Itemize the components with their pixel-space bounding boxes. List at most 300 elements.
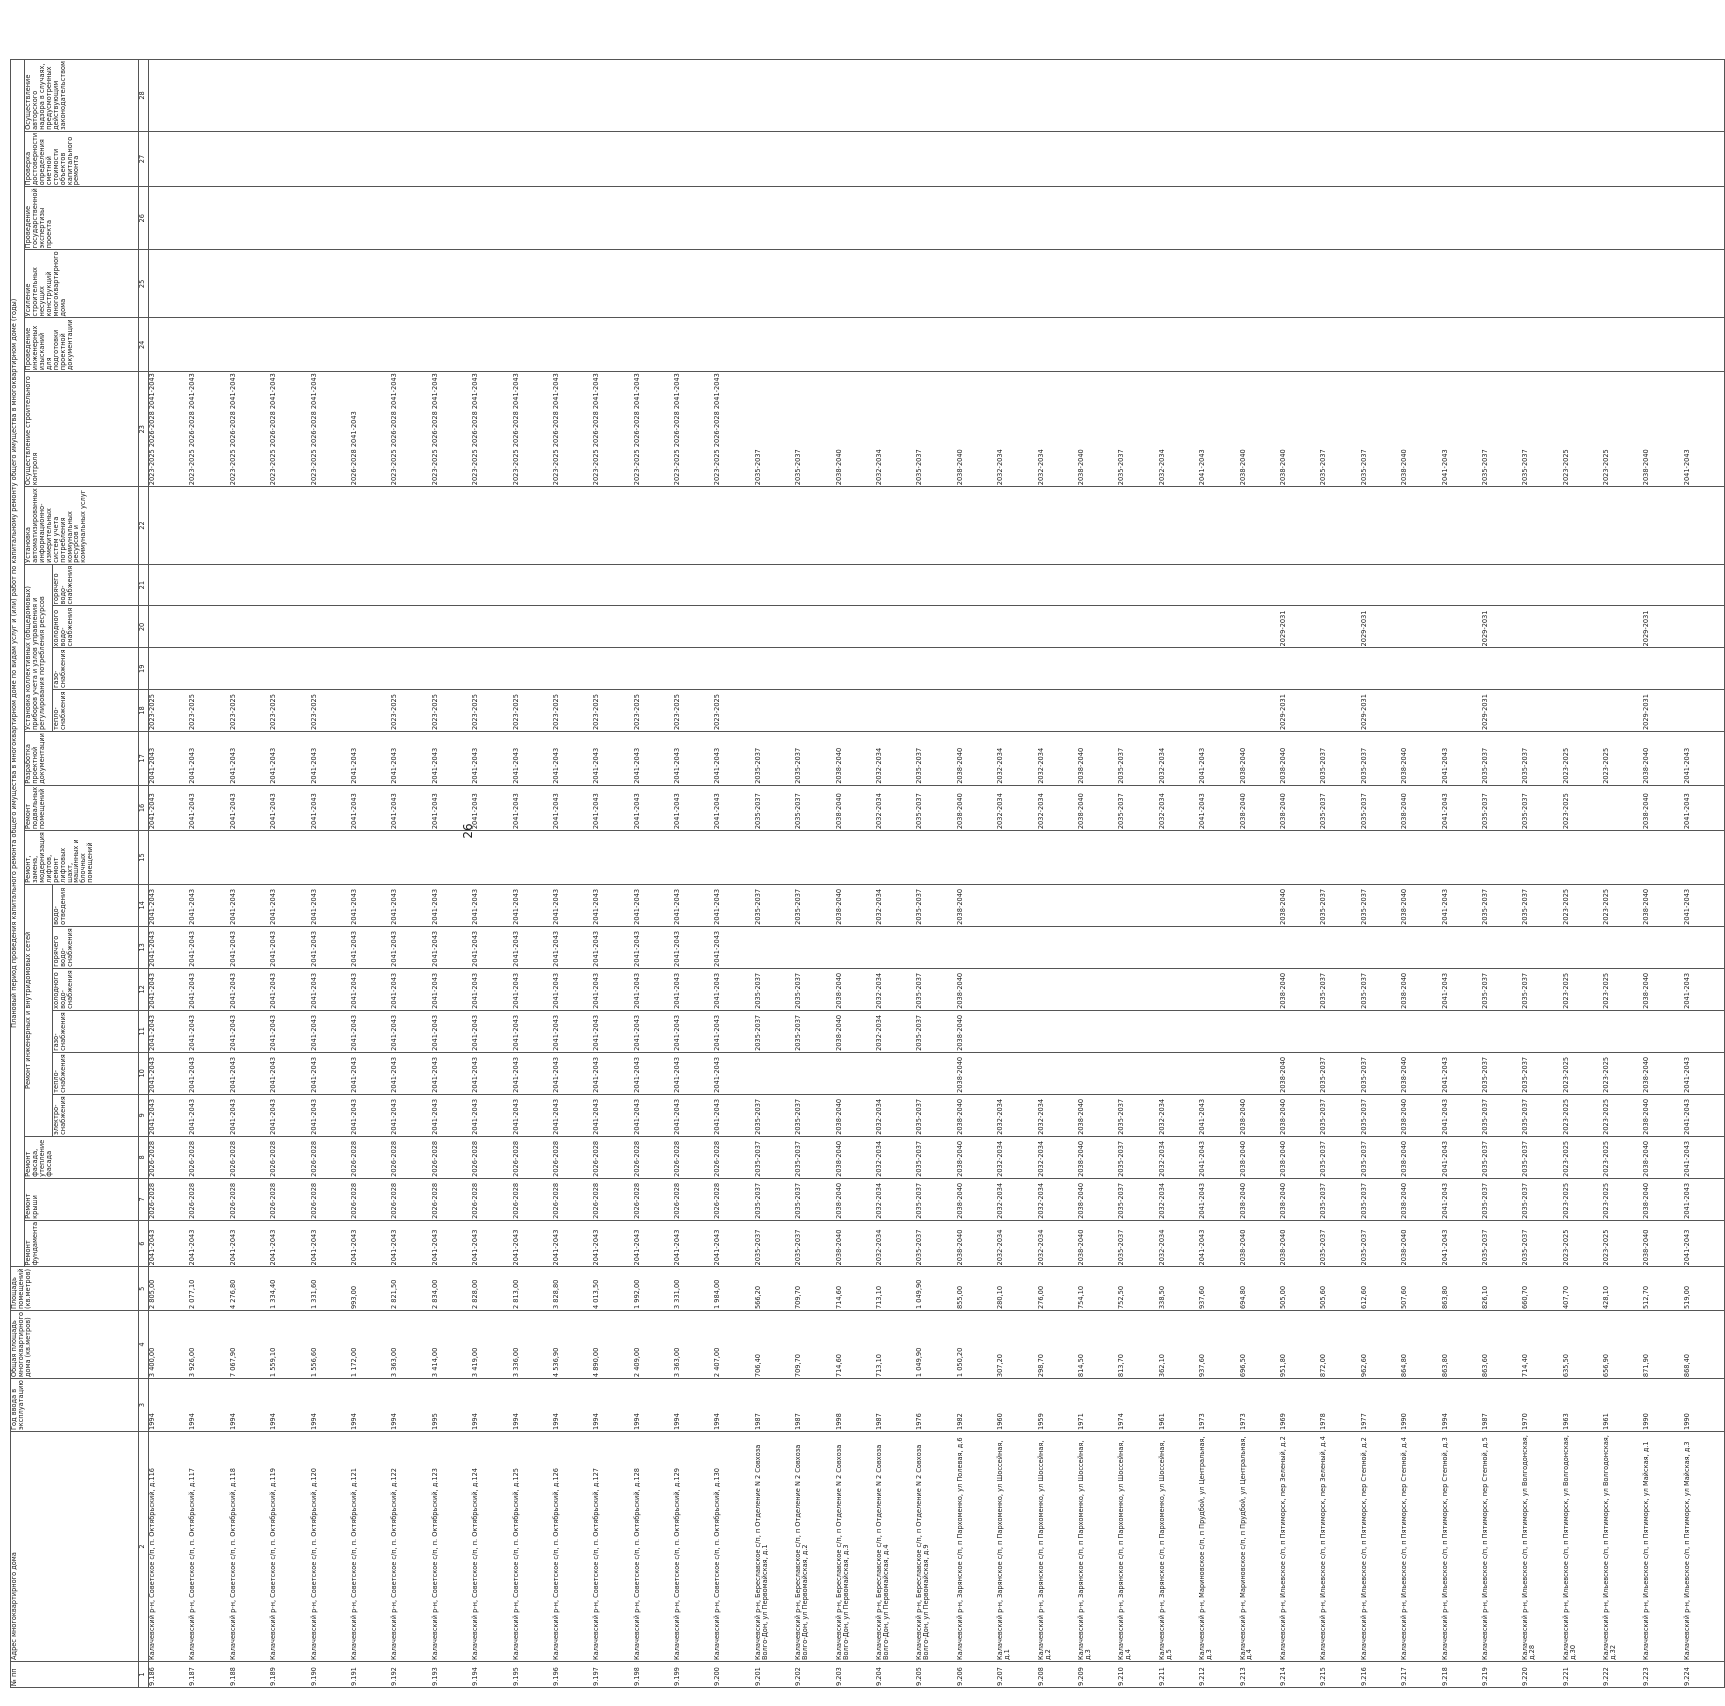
cell-c9: 2038-2040: [1643, 1094, 1683, 1136]
cell-c21: [432, 564, 472, 606]
cell-c15: [1361, 831, 1401, 885]
cell-c11: 2041-2043: [189, 1010, 229, 1052]
cell-area: 407,70: [1563, 1267, 1603, 1311]
cell-c11: 2041-2043: [674, 1010, 714, 1052]
cell-c23: 2035-2037: [1118, 372, 1158, 487]
cell-c19: [1684, 648, 1725, 690]
cell-c7: 2035-2037: [1522, 1178, 1562, 1220]
cell-c25: [1684, 250, 1725, 318]
cell-c14: 2038-2040: [1280, 884, 1320, 926]
cell-c10: [997, 1052, 1037, 1094]
cell-year: 1994: [634, 1379, 674, 1432]
cell-c21: [1199, 564, 1239, 606]
column-number: 23: [139, 372, 149, 487]
cell-c10: 2041-2043: [513, 1052, 553, 1094]
cell-total: 4 890,00: [593, 1311, 633, 1379]
header-foundation: Ремонт фундамента: [25, 1220, 139, 1267]
cell-c16: 2035-2037: [1320, 785, 1360, 830]
cell-c10: 2041-2043: [270, 1052, 310, 1094]
cell-n: 9.189: [270, 1662, 310, 1688]
table-row: [270, 60, 310, 1688]
cell-addr: Калачевский р-н, Ильевское с/п, п Пятиморск, пер Степной, д.3: [1442, 1432, 1482, 1662]
cell-total: 871,90: [1643, 1311, 1683, 1379]
cell-c19: [916, 648, 956, 690]
cell-c14: 2041-2043: [270, 884, 310, 926]
cell-c9: 2035-2037: [795, 1094, 835, 1136]
table-row: [1240, 60, 1280, 1688]
cell-c20: [351, 606, 391, 648]
cell-n: 9.217: [1401, 1662, 1441, 1688]
cell-c25: [1442, 250, 1482, 318]
cell-area: 863,80: [1442, 1267, 1482, 1311]
cell-c23: 2038-2040: [1401, 372, 1441, 487]
cell-c20: [1401, 606, 1441, 648]
cell-c8: 2038-2040: [1643, 1136, 1683, 1178]
cell-year: 1994: [189, 1379, 229, 1432]
cell-c27: [1361, 131, 1401, 186]
cell-c28: [634, 60, 674, 132]
header-heat: тепло-снабжения: [53, 1052, 139, 1094]
cell-addr: Калачевский р-н, Ильевское с/п, п Пятиморск, ул Волгодонская, д.28: [1522, 1432, 1562, 1662]
cell-c21: [1643, 564, 1683, 606]
cell-c25: [714, 250, 754, 318]
cell-c13: [1320, 926, 1360, 968]
cell-c25: [311, 250, 351, 318]
cell-c7: 2032-2034: [876, 1178, 916, 1220]
repair-schedule-table: [10, 59, 1725, 1688]
cell-c16: 2041-2043: [472, 785, 512, 830]
cell-c18: 2023-2025: [270, 690, 310, 732]
cell-c21: [1159, 564, 1199, 606]
cell-c6: 2041-2043: [1442, 1220, 1482, 1267]
cell-area: 752,50: [1118, 1267, 1158, 1311]
table-row: [1684, 60, 1725, 1688]
cell-c28: [270, 60, 310, 132]
cell-c6: 2038-2040: [1280, 1220, 1320, 1267]
cell-c16: 2041-2043: [553, 785, 593, 830]
cell-c27: [997, 131, 1037, 186]
cell-c12: 2041-2043: [593, 968, 633, 1010]
cell-c16: 2041-2043: [1199, 785, 1239, 830]
cell-c8: 2038-2040: [957, 1136, 997, 1178]
cell-year: 1994: [230, 1379, 270, 1432]
cell-area: 3 331,00: [674, 1267, 714, 1311]
cell-year: 1961: [1603, 1379, 1643, 1432]
cell-c13: 2041-2043: [634, 926, 674, 968]
cell-c9: 2038-2040: [836, 1094, 876, 1136]
cell-year: 1994: [311, 1379, 351, 1432]
cell-c18: 2023-2025: [311, 690, 351, 732]
cell-c15: [391, 831, 431, 885]
cell-c12: 2035-2037: [1522, 968, 1562, 1010]
cell-total: 709,70: [795, 1311, 835, 1379]
column-number: 14: [139, 884, 149, 926]
cell-c13: [1401, 926, 1441, 968]
cell-c17: 2035-2037: [916, 732, 956, 786]
cell-c18: 2023-2025: [593, 690, 633, 732]
cell-c20: [634, 606, 674, 648]
cell-c11: [1118, 1010, 1158, 1052]
cell-c16: 2023-2025: [1563, 785, 1603, 830]
cell-total: 872,00: [1320, 1311, 1360, 1379]
cell-c16: 2032-2034: [997, 785, 1037, 830]
cell-c6: 2041-2043: [189, 1220, 229, 1267]
table-row: [230, 60, 270, 1688]
header-meter-hot: горячего водо-снабжения: [53, 564, 139, 606]
cell-c24: [391, 318, 431, 372]
cell-c6: 2041-2043: [1199, 1220, 1239, 1267]
cell-c9: 2035-2037: [1482, 1094, 1522, 1136]
cell-c25: [1361, 250, 1401, 318]
cell-c11: 2041-2043: [351, 1010, 391, 1052]
table-row: [997, 60, 1037, 1688]
cell-n: 9.191: [351, 1662, 391, 1688]
cell-n: 9.202: [795, 1662, 835, 1688]
cell-c20: [553, 606, 593, 648]
cell-c7: 2035-2037: [795, 1178, 835, 1220]
cell-c19: [957, 648, 997, 690]
cell-c8: 2032-2034: [1159, 1136, 1199, 1178]
column-number: 6: [139, 1220, 149, 1267]
cell-c21: [351, 564, 391, 606]
cell-c7: 2038-2040: [1078, 1178, 1118, 1220]
cell-c12: 2041-2043: [230, 968, 270, 1010]
cell-c10: 2041-2043: [593, 1052, 633, 1094]
cell-c24: [1361, 318, 1401, 372]
cell-c22: [1684, 487, 1725, 565]
cell-total: 868,40: [1684, 1311, 1725, 1379]
cell-c18: [755, 690, 795, 732]
cell-c8: 2026-2028: [714, 1136, 754, 1178]
cell-c27: [1320, 131, 1360, 186]
cell-area: 505,00: [1280, 1267, 1320, 1311]
cell-n: 9.200: [714, 1662, 754, 1688]
cell-c13: [876, 926, 916, 968]
column-number: 27: [139, 131, 149, 186]
cell-c14: 2041-2043: [189, 884, 229, 926]
cell-c9: 2041-2043: [553, 1094, 593, 1136]
cell-c28: [1522, 60, 1562, 132]
cell-c28: [1401, 60, 1441, 132]
cell-c24: [593, 318, 633, 372]
cell-c20: [795, 606, 835, 648]
cell-c20: [1118, 606, 1158, 648]
cell-c7: 2026-2028: [472, 1178, 512, 1220]
cell-c9: 2035-2037: [916, 1094, 956, 1136]
cell-c6: 2023-2025: [1563, 1220, 1603, 1267]
cell-c10: 2041-2043: [674, 1052, 714, 1094]
cell-area: 2 805,00: [149, 1267, 190, 1311]
cell-c24: [230, 318, 270, 372]
cell-c14: 2035-2037: [1361, 884, 1401, 926]
cell-c19: [1038, 648, 1078, 690]
cell-c19: [795, 648, 835, 690]
cell-c23: 2023-2025 2026-2028 2041-2043: [149, 372, 190, 487]
cell-c11: 2041-2043: [714, 1010, 754, 1052]
cell-c24: [755, 318, 795, 372]
cell-total: 2 407,00: [714, 1311, 754, 1379]
cell-n: 9.187: [189, 1662, 229, 1688]
cell-c12: 2041-2043: [270, 968, 310, 1010]
cell-year: 1977: [1361, 1379, 1401, 1432]
cell-c10: 2038-2040: [1280, 1052, 1320, 1094]
cell-c6: 2041-2043: [311, 1220, 351, 1267]
cell-c26: [432, 187, 472, 250]
cell-addr: Калачевский р-н, Советское с/п, п. Октябрьский, д.130: [714, 1432, 754, 1662]
cell-c15: [714, 831, 754, 885]
cell-c19: [1361, 648, 1401, 690]
header-meter-cold: холодного водо-снабжения: [53, 606, 139, 648]
cell-area: 519,00: [1684, 1267, 1725, 1311]
cell-year: 1994: [1442, 1379, 1482, 1432]
cell-c17: 2041-2043: [1199, 732, 1239, 786]
cell-c18: [876, 690, 916, 732]
cell-c11: [1280, 1010, 1320, 1052]
cell-c22: [1603, 487, 1643, 565]
cell-c22: [1482, 487, 1522, 565]
cell-c22: [593, 487, 633, 565]
cell-total: 3 926,00: [189, 1311, 229, 1379]
cell-total: 3 363,00: [674, 1311, 714, 1379]
header-hot-water: горячего водо-снабжения: [53, 926, 139, 968]
cell-c28: [795, 60, 835, 132]
cell-year: 1961: [1159, 1379, 1199, 1432]
cell-c16: 2041-2043: [714, 785, 754, 830]
cell-c24: [1280, 318, 1320, 372]
cell-c12: 2041-2043: [1684, 968, 1725, 1010]
cell-addr: Калачевский р-н, Советское с/п, п. Октябрьский, д.128: [634, 1432, 674, 1662]
cell-c18: 2029-2031: [1643, 690, 1683, 732]
cell-c22: [1320, 487, 1360, 565]
cell-year: 1970: [1522, 1379, 1562, 1432]
cell-addr: Калачевский р-н, Советское с/п, п. Октябрьский, д.124: [472, 1432, 512, 1662]
cell-c26: [1118, 187, 1158, 250]
cell-c8: 2041-2043: [1199, 1136, 1239, 1178]
table-row: [755, 60, 795, 1688]
cell-year: 1987: [755, 1379, 795, 1432]
cell-c12: 2038-2040: [1401, 968, 1441, 1010]
cell-c11: [997, 1010, 1037, 1052]
cell-addr: Калачевский р-н, Зарянское с/п, п Пархоменко, ул Полевая, д.6: [957, 1432, 997, 1662]
cell-c15: [1643, 831, 1683, 885]
cell-c16: 2035-2037: [1361, 785, 1401, 830]
cell-c9: 2041-2043: [311, 1094, 351, 1136]
cell-c6: 2032-2034: [1159, 1220, 1199, 1267]
cell-c12: 2041-2043: [149, 968, 190, 1010]
cell-c24: [189, 318, 229, 372]
cell-c8: 2026-2028: [472, 1136, 512, 1178]
cell-total: 713,10: [876, 1311, 916, 1379]
cell-c7: 2023-2025: [1603, 1178, 1643, 1220]
cell-total: 1 049,90: [916, 1311, 956, 1379]
cell-c26: [1643, 187, 1683, 250]
cell-c26: [1684, 187, 1725, 250]
cell-c22: [876, 487, 916, 565]
cell-n: 9.193: [432, 1662, 472, 1688]
cell-c8: 2035-2037: [795, 1136, 835, 1178]
cell-c14: 2038-2040: [1401, 884, 1441, 926]
cell-c21: [957, 564, 997, 606]
cell-c16: 2041-2043: [391, 785, 431, 830]
cell-c20: [1320, 606, 1360, 648]
cell-c20: [270, 606, 310, 648]
cell-c6: 2035-2037: [1482, 1220, 1522, 1267]
cell-addr: Калачевский р-н, Ильевское с/п, п Пятиморск, пер Зеленый, д.2: [1280, 1432, 1320, 1662]
cell-c19: [1159, 648, 1199, 690]
column-number: 24: [139, 318, 149, 372]
cell-c24: [1522, 318, 1562, 372]
cell-c18: [1401, 690, 1441, 732]
cell-area: 826,10: [1482, 1267, 1522, 1311]
cell-c15: [1159, 831, 1199, 885]
cell-total: 635,50: [1563, 1311, 1603, 1379]
cell-c7: 2038-2040: [1401, 1178, 1441, 1220]
cell-addr: Калачевский р-н, Ильевское с/п, п Пятиморск, пер Степной, д.5: [1482, 1432, 1522, 1662]
cell-c9: 2032-2034: [876, 1094, 916, 1136]
cell-c11: 2038-2040: [836, 1010, 876, 1052]
cell-c23: 2023-2025 2026-2028 2041-2043: [311, 372, 351, 487]
cell-c27: [1522, 131, 1562, 186]
cell-c27: [1078, 131, 1118, 186]
cell-c8: 2026-2028: [189, 1136, 229, 1178]
table-row: [1603, 60, 1643, 1688]
cell-c23: 2023-2025 2026-2028 2041-2043: [513, 372, 553, 487]
cell-c22: [1563, 487, 1603, 565]
cell-c16: [1603, 785, 1643, 830]
cell-area: 709,70: [795, 1267, 835, 1311]
header-premises-area: Площадь помещений (кв.метров): [11, 1267, 139, 1311]
cell-c15: [1118, 831, 1158, 885]
cell-addr: Калачевский р-н, Советское с/п, п. Октябрьский, д.119: [270, 1432, 310, 1662]
cell-c21: [795, 564, 835, 606]
cell-c13: [1118, 926, 1158, 968]
cell-c11: [1442, 1010, 1482, 1052]
cell-area: 1 331,60: [311, 1267, 351, 1311]
table-row: [674, 60, 714, 1688]
cell-c19: [1240, 648, 1280, 690]
cell-c6: 2035-2037: [1361, 1220, 1401, 1267]
cell-c11: 2041-2043: [391, 1010, 431, 1052]
cell-c20: [311, 606, 351, 648]
cell-c16: 2041-2043: [1684, 785, 1725, 830]
cell-c14: 2035-2037: [1320, 884, 1360, 926]
cell-c13: [1603, 926, 1643, 968]
cell-c6: 2038-2040: [957, 1220, 997, 1267]
cell-c13: 2041-2043: [149, 926, 190, 968]
cell-c16: 2041-2043: [593, 785, 633, 830]
cell-c23: 2032-2034: [876, 372, 916, 487]
cell-c17: 2041-2043: [230, 732, 270, 786]
cell-area: 1 049,90: [916, 1267, 956, 1311]
cell-c21: [553, 564, 593, 606]
cell-c25: [1159, 250, 1199, 318]
cell-c10: 2023-2025: [1603, 1052, 1643, 1094]
cell-n: 9.204: [876, 1662, 916, 1688]
cell-addr: Калачевский р-н, Советское с/п, п. Октябрьский, д.126: [553, 1432, 593, 1662]
cell-c24: [149, 318, 190, 372]
cell-c23: 2023-2025 2026-2028 2041-2043: [472, 372, 512, 487]
header-engineering-survey: Проведение инженерных изысканий для подготовки проектной документации: [25, 318, 139, 372]
cell-c24: [997, 318, 1037, 372]
cell-c13: [1240, 926, 1280, 968]
cell-n: 9.194: [472, 1662, 512, 1688]
cell-c13: 2041-2043: [311, 926, 351, 968]
cell-c9: 2041-2043: [270, 1094, 310, 1136]
column-number: 7: [139, 1178, 149, 1220]
cell-c13: [1038, 926, 1078, 968]
cell-c13: 2041-2043: [674, 926, 714, 968]
cell-c19: [1401, 648, 1441, 690]
cell-total: 3 336,00: [513, 1311, 553, 1379]
cell-c8: 2035-2037: [1320, 1136, 1360, 1178]
cell-c13: [1684, 926, 1725, 968]
cell-c24: [1684, 318, 1725, 372]
cell-c25: [1320, 250, 1360, 318]
cell-c28: [230, 60, 270, 132]
cell-c20: [1038, 606, 1078, 648]
cell-c26: [836, 187, 876, 250]
cell-c6: 2041-2043: [1684, 1220, 1725, 1267]
column-number: 9: [139, 1094, 149, 1136]
cell-c27: [1118, 131, 1158, 186]
cell-total: 1 559,10: [270, 1311, 310, 1379]
cell-c24: [714, 318, 754, 372]
cell-c27: [634, 131, 674, 186]
cell-area: 694,80: [1240, 1267, 1280, 1311]
cell-c14: 2041-2043: [513, 884, 553, 926]
cell-c7: 2026-2028: [674, 1178, 714, 1220]
cell-total: 1 172,00: [351, 1311, 391, 1379]
cell-c24: [351, 318, 391, 372]
cell-n: 9.214: [1280, 1662, 1320, 1688]
cell-c19: [189, 648, 229, 690]
cell-c15: [1038, 831, 1078, 885]
cell-total: 362,10: [1159, 1311, 1199, 1379]
cell-year: 1990: [1643, 1379, 1683, 1432]
cell-c7: 2035-2037: [1482, 1178, 1522, 1220]
cell-c27: [1684, 131, 1725, 186]
cell-c22: [795, 487, 835, 565]
cell-c12: 2035-2037: [1361, 968, 1401, 1010]
cell-c12: [1038, 968, 1078, 1010]
cell-c26: [674, 187, 714, 250]
cell-total: 3 414,00: [432, 1311, 472, 1379]
cell-total: 813,70: [1118, 1311, 1158, 1379]
cell-c14: 2041-2043: [230, 884, 270, 926]
cell-c19: [149, 648, 190, 690]
cell-c18: 2023-2025: [472, 690, 512, 732]
cell-c24: [1563, 318, 1603, 372]
cell-c11: 2035-2037: [755, 1010, 795, 1052]
cell-c12: 2038-2040: [1280, 968, 1320, 1010]
cell-c20: [1603, 606, 1643, 648]
cell-c27: [1240, 131, 1280, 186]
cell-c12: 2041-2043: [674, 968, 714, 1010]
cell-total: 714,40: [1522, 1311, 1562, 1379]
table-row: [1442, 60, 1482, 1688]
cell-n: 9.199: [674, 1662, 714, 1688]
cell-c25: [755, 250, 795, 318]
cell-c19: [1078, 648, 1118, 690]
header-drainage: водо-отведения: [53, 884, 139, 926]
cell-c19: [997, 648, 1037, 690]
table-row: [1320, 60, 1360, 1688]
cell-total: 1 050,20: [957, 1311, 997, 1379]
table-row: [1643, 60, 1683, 1688]
cell-c23: 2035-2037: [795, 372, 835, 487]
cell-c19: [351, 648, 391, 690]
cell-c26: [1442, 187, 1482, 250]
